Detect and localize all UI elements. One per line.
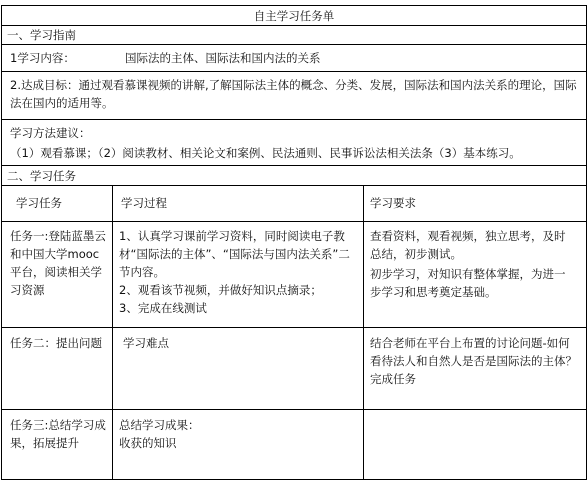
task-1-process-step: 2、观看该节视频，并做好知识点摘录； (119, 283, 322, 297)
sheet-title: 自主学习任务单 (253, 9, 335, 23)
task-3-process (113, 410, 364, 479)
method-text: （1）观看慕课；（2）阅读教材、相关论文和案例、民法通则、民事诉讼法相关法条（3）基本练习。 (10, 146, 521, 160)
goal-text: 2.达成目标：通过观看慕课视频的讲解,了解国际法主体的概念、分类、发展，国际法和国内法关系的理论，国际法在国内的适用等。 (10, 78, 577, 110)
task-1-requirement-line: 初步学习，对知识有整体掌握，为进一步学习和思考奠定基础。 (370, 267, 566, 299)
guide-heading-row (1, 26, 587, 45)
content-value: 国际法的主体、国际法和国内法的关系 (125, 51, 321, 65)
col-task-header: 学习任务 (2, 186, 113, 221)
tasks-heading-row (1, 166, 587, 186)
task-3-process-step: 收获的知识 (119, 436, 177, 450)
col-process-header: 学习过程 (113, 186, 364, 221)
task-3-name: 任务三:总结学习成果，拓展提升 (2, 410, 113, 479)
col-requirement-header: 学习要求 (370, 196, 416, 210)
content-label: 1学习内容： (10, 51, 75, 65)
task-1-process (113, 222, 364, 327)
content-row (1, 45, 587, 72)
task-row-2 (1, 328, 587, 410)
task-3-requirement (364, 410, 586, 479)
task-2-requirement-line: 结合老师在平台上布置的讨论问题-如何看待法人和自然人是否是国际法的主体？ 完成任务 (370, 336, 577, 386)
task-1-process-step: 1、认真学习课前学习资料，同时阅读电子教材“国际法的主体”、“国际法与国内法关系”二节内容。 (119, 229, 350, 279)
guide-heading: 一、学习指南 (7, 28, 76, 42)
goal-row (1, 72, 587, 120)
task-1-process-step: 3、完成在线测试 (119, 301, 207, 315)
task-2-process-step: 学习难点 (123, 336, 169, 350)
task-1-requirement (364, 222, 586, 327)
method-row (1, 120, 587, 166)
task-1-requirement-line: 查看资料，观看视频，独立思考，及时总结，初步测试。 (370, 229, 566, 261)
task-row-3 (1, 410, 587, 480)
task-2-name: 任务二：提出问题 (2, 328, 113, 409)
title-row (1, 5, 587, 26)
method-label: 学习方法建议： (10, 126, 91, 140)
tasks-heading: 二、学习任务 (7, 169, 76, 183)
task-1-name: 任务一:登陆蓝墨云和中国大学mooc平台，阅读相关学习资源 (2, 222, 113, 327)
task-3-process-step: 总结学习成果： (119, 418, 200, 432)
task-2-requirement (364, 328, 586, 409)
task-2-process (113, 328, 364, 409)
tasks-header-row (1, 186, 587, 222)
task-row-1 (1, 222, 587, 328)
